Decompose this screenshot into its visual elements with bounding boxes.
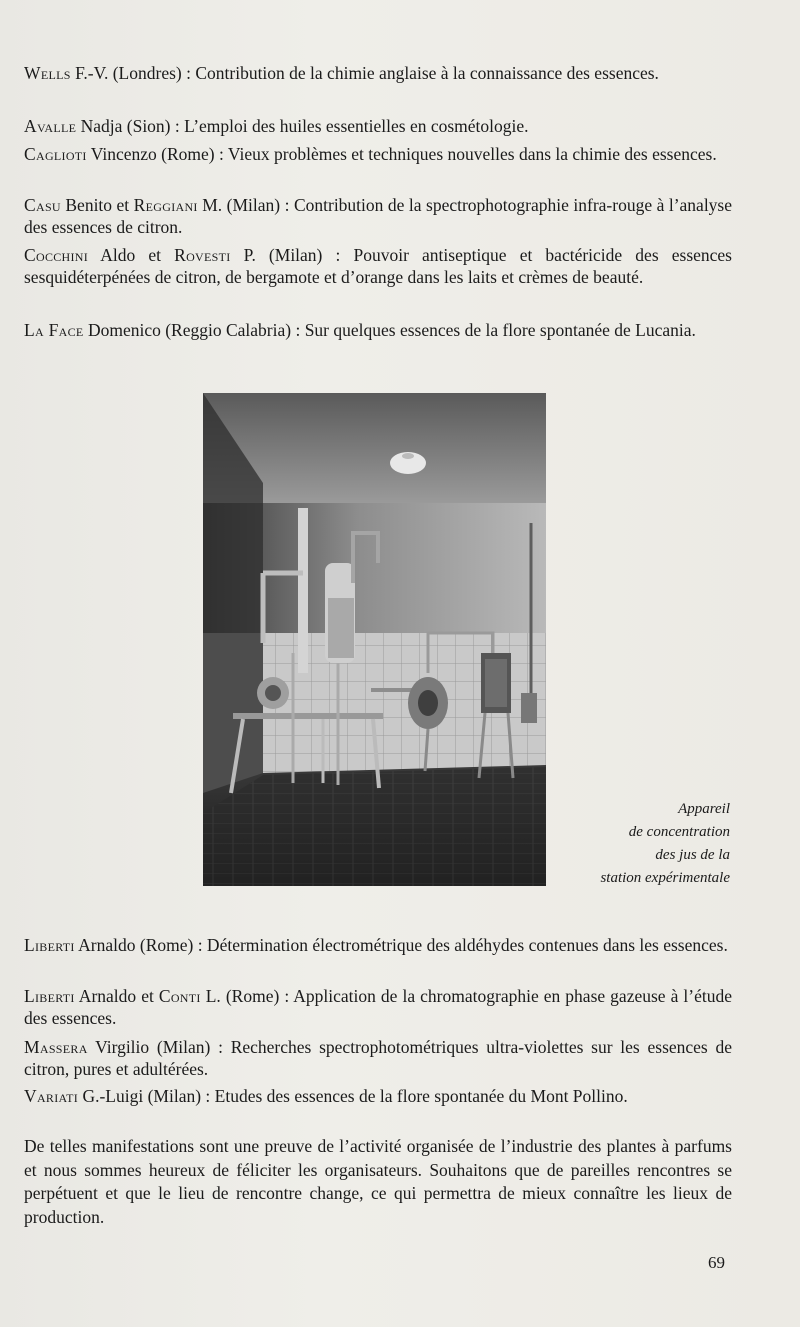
photo-caption [510,798,730,890]
entry-text-2: M. (Milan) : Contribution de la spectrophotographie infra-rouge à l’analyse des essences de citron. [24,195,733,237]
entry-la-face [24,319,732,341]
caption-line: Appareil [678,801,730,817]
entry-author-2: Conti [158,986,201,1006]
entry-author-2: Rovesti [174,245,231,265]
entry-massera [24,1036,732,1080]
entry-author: Liberti [24,986,75,1006]
entry-casu [24,194,732,238]
entry-author: Variati [24,1086,79,1106]
entry-author: Wells [24,63,71,83]
entry-text: Virgilio (Milan) : Recherches spectrophotométriques ultra-violettes sur les essences de citron, pures et adultérées. [24,1037,732,1079]
entry-author: Avalle [24,116,77,136]
entry-text: Domenico (Reggio Calabria) : Sur quelques essences de la flore spontanée de Lucania. [83,320,696,340]
entry-author: La Face [24,320,84,340]
entry-text-2: P. (Milan) : Pouvoir antiseptique et bactéricide des essences sesquidéterpénées de citron, de bergamote et d’orange dans les laits et crèmes de beauté. [24,245,732,287]
page-number: 69 [708,1253,725,1272]
entry-text: G.-Luigi (Milan) : Etudes des essences de la flore spontanée du Mont Pollino. [78,1086,628,1106]
entry-avalle [24,115,732,137]
entry-caglioti [24,143,732,165]
entry-text: Vincenzo (Rome) : Vieux problèmes et techniques nouvelles dans la chimie des essences. [86,144,717,164]
caption-line: des jus de la [655,847,730,863]
entry-text: Arnaldo (Rome) : Détermination électrométrique des aldéhydes contenues dans les essences. [74,935,728,955]
entry-text-2: L. (Rome) : Application de la chromatographie en phase gazeuse à l’étude des essences. [24,986,732,1028]
entry-author: Casu [24,195,61,215]
entry-cocchini [24,244,732,288]
entry-text: Aldo et [88,245,175,265]
closing-paragraph: De telles manifestations sont une preuve de l’activité organisée de l’industrie des plantes à parfums et nous sommes heureux de féliciter les organisateurs. Souhaitons que de pareilles rencontres se perpétuent et que le lieu de rencontre change, ce qui permettra de mieux connaître les lieux de production. [24,1136,732,1227]
entry-text: Arnaldo et [74,986,159,1006]
entry-author: Massera [24,1037,88,1057]
entry-author: Caglioti [24,144,87,164]
apparatus-illustration [203,393,546,886]
caption-line: station expérimentale [600,870,730,886]
entry-liberti-1 [24,934,732,956]
caption-line: de concentration [628,824,730,840]
entry-author: Liberti [24,935,75,955]
entry-variati [24,1085,732,1107]
entry-text: Benito et [60,195,134,215]
apparatus-photo [203,393,546,886]
entry-author-2: Reggiani [133,195,198,215]
entry-text: Nadja (Sion) : L’emploi des huiles essentielles en cosmétologie. [76,116,529,136]
entry-text: F.-V. (Londres) : Contribution de la chimie anglaise à la connaissance des essences. [70,63,659,83]
entry-liberti-2 [24,985,732,1029]
entry-wells [24,62,732,84]
entry-author: Cocchini [24,245,89,265]
